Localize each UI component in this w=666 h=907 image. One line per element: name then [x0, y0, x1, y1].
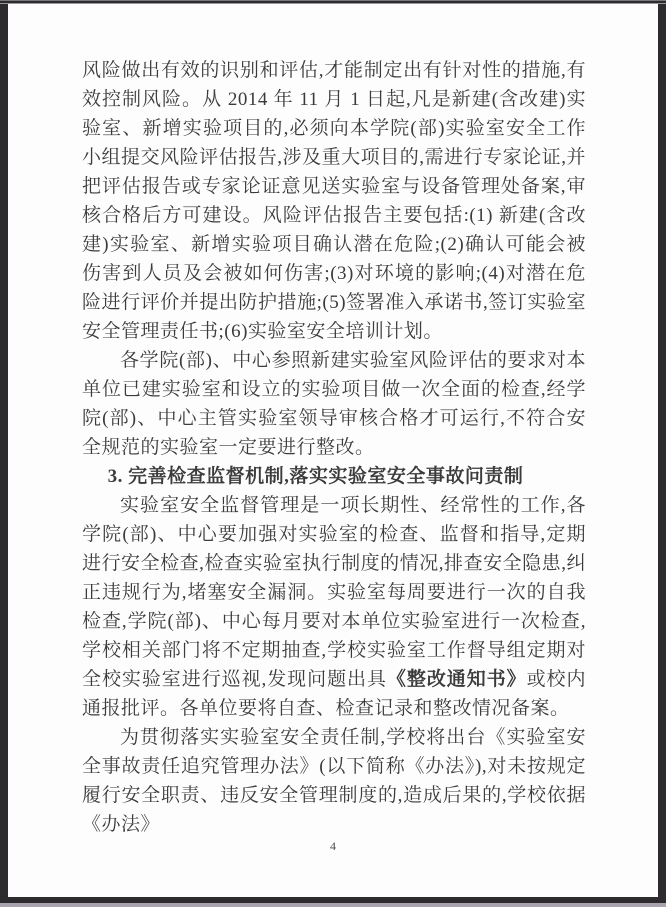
- document-page: [8, 4, 658, 897]
- viewer-right-edge: [658, 0, 666, 907]
- page-body-text: [8, 4, 658, 839]
- paragraph-accountability: 为贯彻落实实验室安全责任制,学校将出台《实验室安全事故责任追究管理办法》(以下简称《办法》),对未按规定履行安全职责、违反安全管理制度的,造成后果的,学校依据《办法》: [82, 727, 586, 835]
- paragraph-risk-assessment: 风险做出有效的识别和评估,才能制定出有针对性的措施,有效控制风险。从 2014 年 11 月 1 日起,凡是新建(含改建)实验室、新增实验项目的,必须向本学院(部)实验室安全工作小组提交风险评估报告,涉及重大项目的,需进行专家论证,并把评估报告或专家论证意见送实验室与设备管理处备案,审核合格后方可建设。风险评估报告主要包括:(1) 新建(含改建)实验室、新增实验项目确认潜在危险;(2)确认可能会被伤害到人员及会被如何伤害;(3)对环境的影响;(4)对潜在危险进行评价并提出防护措施;(5)签署准入承诺书,签订实验室安全管理责任书;(6)实验室安全培训计划。: [82, 60, 586, 342]
- viewer-bottom-strip: [0, 903, 666, 907]
- paragraph-supervision-text-cont: 或校内通报批评。各单位要将自查、检查记录和整改情况备案。: [82, 669, 586, 719]
- viewer-top-edge: [0, 0, 666, 4]
- paragraph-supervision-text: 实验室安全监督管理是一项长期性、经常性的工作,各学院(部)、中心要加强对实验室的检查、监督和指导,定期进行安全检查,检查实验室执行制度的情况,排查安全隐患,纠正违规行为,堵塞安全漏洞。实验室每周要进行一次的自我检查,学院(部)、中心每月要对本单位实验室进行一次检查,学校相关部门将不定期抽查,学校实验室工作督导组定期对全校实验室进行巡视,发现问题出具: [82, 495, 586, 690]
- page-number: 4: [330, 839, 336, 853]
- page-footer: [8, 837, 658, 855]
- viewer-left-edge: [0, 0, 8, 907]
- rectification-notice-title: 《整改通知书》: [386, 669, 527, 690]
- paragraph-supervision-mechanism: [82, 491, 586, 723]
- paragraph-college-inspection: 各学院(部)、中心参照新建实验室风险评估的要求对本单位已建实验室和设立的实验项目做一次全面的检查,经学院(部)、中心主管实验室领导审核合格才可运行,不符合安全规范的实验室一定要进行整改。: [82, 350, 586, 458]
- section-heading-3: 3. 完善检查监督机制,落实实验室安全事故问责制: [107, 466, 524, 487]
